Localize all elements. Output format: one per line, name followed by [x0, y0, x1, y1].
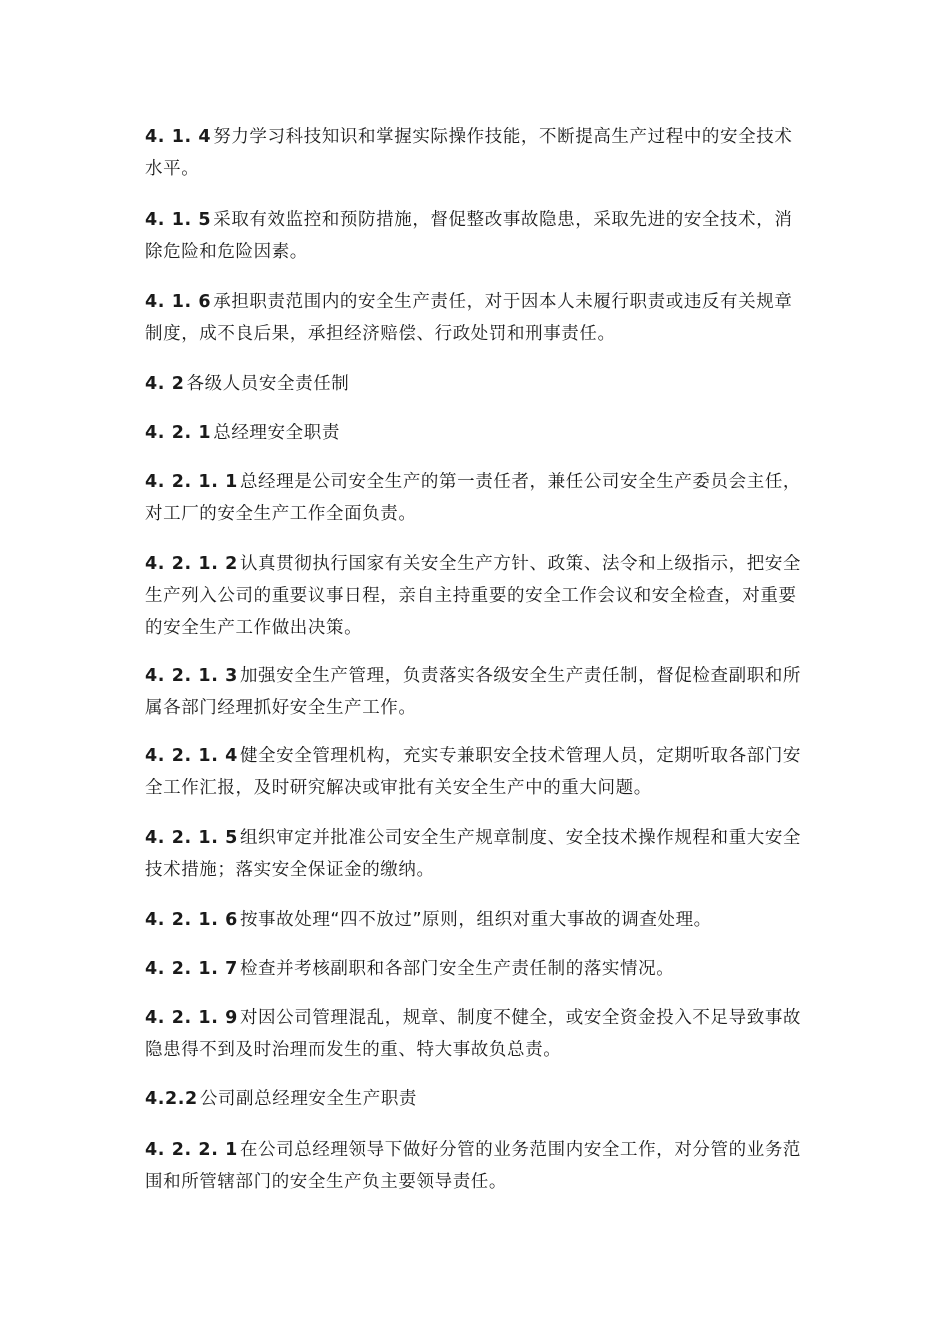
clause-number: 4. 2. 1. 7	[145, 959, 238, 979]
clause-text: 承担职责范围内的安全生产责任，对于因本人未履行职责或违反有关规章制度，成不良后果，承担经济赔偿、行政处罚和刑事责任。	[145, 292, 793, 344]
clause-number: 4. 2	[145, 374, 185, 394]
clause-number: 4. 2. 1. 4	[145, 746, 238, 766]
section-heading-4-2	[145, 368, 810, 400]
clause-number: 4. 2. 1. 1	[145, 472, 238, 492]
paragraph-4-1-4	[145, 121, 810, 185]
clause-text: 对因公司管理混乱，规章、制度不健全，或安全资金投入不足导致事故隐患得不到及时治理而发生的重、特大事故负总责。	[145, 1008, 802, 1060]
paragraph-4-2-1-7	[145, 953, 810, 985]
clause-number: 4. 2. 1. 6	[145, 910, 238, 930]
paragraph-4-2-1-5	[145, 822, 810, 886]
paragraph-4-2-1-2	[145, 548, 810, 644]
paragraph-4-2-2-1	[145, 1134, 810, 1198]
clause-text: 努力学习科技知识和掌握实际操作技能，不断提高生产过程中的安全技术水平。	[145, 127, 793, 179]
paragraph-4-2-1-6	[145, 904, 810, 936]
paragraph-4-2-1-1	[145, 466, 810, 530]
clause-number: 4. 2. 1. 3	[145, 666, 238, 686]
clause-text: 采取有效监控和预防措施，督促整改事故隐患，采取先进的安全技术，消除危险和危险因素。	[145, 210, 793, 262]
section-heading-4-2-1	[145, 417, 810, 449]
paragraph-4-1-6	[145, 286, 810, 350]
clause-number: 4. 2. 1	[145, 423, 212, 443]
clause-number: 4. 2. 1. 9	[145, 1008, 238, 1028]
clause-number: 4. 2. 1. 2	[145, 554, 238, 574]
clause-text: 认真贯彻执行国家有关安全生产方针、政策、法令和上级指示，把安全生产列入公司的重要议事日程，亲自主持重要的安全工作会议和安全检查，对重要的安全生产工作做出决策。	[145, 554, 802, 638]
clause-text: 总经理是公司安全生产的第一责任者，兼任公司安全生产委员会主任，对工厂的安全生产工作全面负责。	[145, 472, 802, 524]
paragraph-4-2-1-3	[145, 660, 810, 724]
clause-text: 在公司总经理领导下做好分管的业务范围内安全工作，对分管的业务范围和所管辖部门的安全生产负主要领导责任。	[145, 1140, 802, 1192]
clause-number: 4. 1. 4	[145, 127, 212, 147]
clause-text: 总经理安全职责	[213, 423, 340, 443]
clause-number: 4. 1. 6	[145, 292, 212, 312]
section-heading-4-2-2	[145, 1083, 810, 1115]
clause-text: 健全安全管理机构，充实专兼职安全技术管理人员，定期听取各部门安全工作汇报，及时研究解决或审批有关安全生产中的重大问题。	[145, 746, 802, 798]
clause-text: 按事故处理“四不放过”原则，组织对重大事故的调查处理。	[239, 910, 712, 930]
clause-text: 公司副总经理安全生产职责	[199, 1089, 418, 1109]
paragraph-4-2-1-4	[145, 740, 810, 804]
paragraph-4-1-5	[145, 204, 810, 268]
clause-number: 4. 1. 5	[145, 210, 212, 230]
clause-number: 4.2.2	[145, 1089, 198, 1109]
clause-number: 4. 2. 1. 5	[145, 828, 238, 848]
clause-number: 4. 2. 2. 1	[145, 1140, 238, 1160]
clause-text: 各级人员安全责任制	[186, 374, 350, 394]
clause-text: 加强安全生产管理，负责落实各级安全生产责任制，督促检查副职和所属各部门经理抓好安全生产工作。	[145, 666, 802, 718]
clause-text: 组织审定并批准公司安全生产规章制度、安全技术操作规程和重大安全技术措施；落实安全保证金的缴纳。	[145, 828, 802, 880]
paragraph-4-2-1-9	[145, 1002, 810, 1066]
clause-text: 检查并考核副职和各部门安全生产责任制的落实情况。	[239, 959, 675, 979]
